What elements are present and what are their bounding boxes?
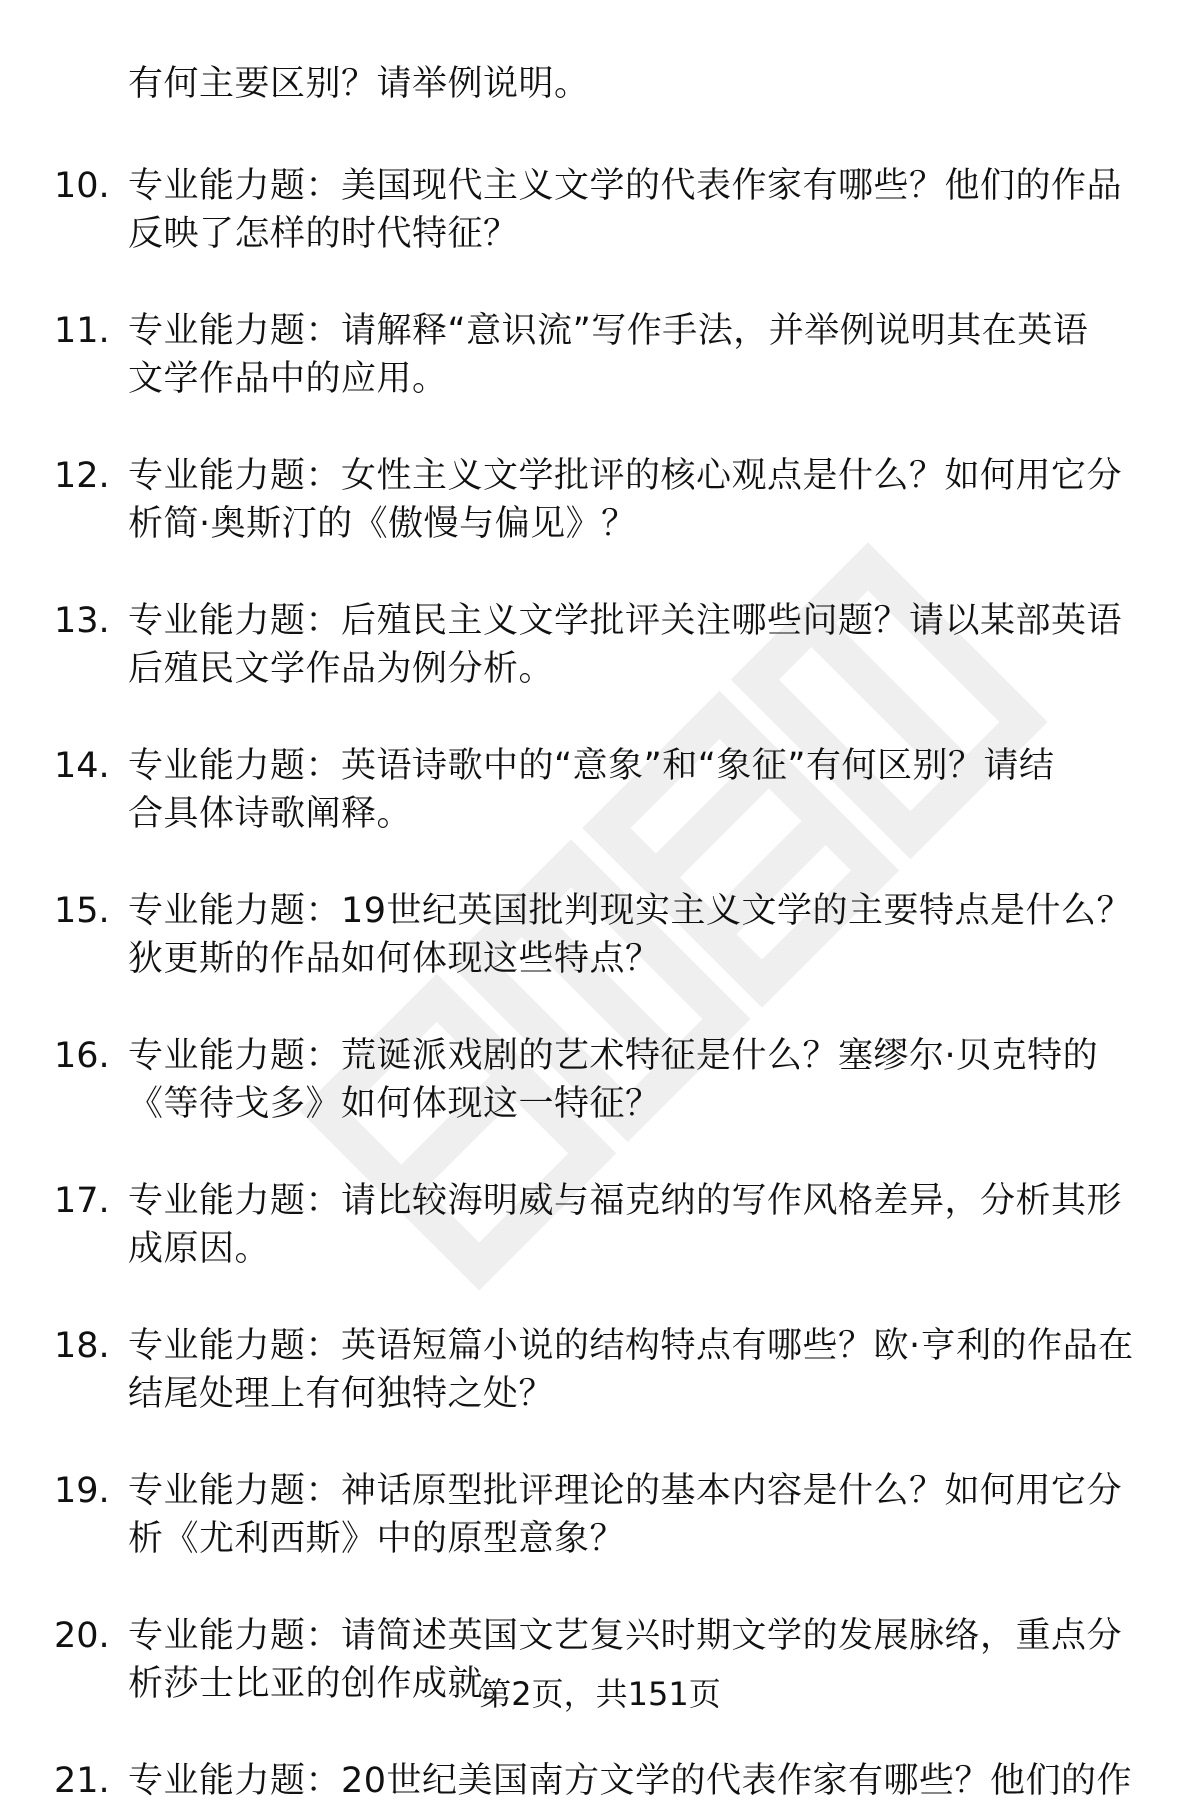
question-text-line: 专业能力题：女性主义文学批评的核心观点是什么？如何用它分 — [128, 456, 1123, 496]
continuation-line: 有何主要区别？请举例说明。 — [128, 64, 590, 104]
question-number: 18. — [54, 1326, 110, 1366]
question-text-line: 反映了怎样的时代特征？ — [128, 214, 519, 254]
question-number: 19. — [54, 1471, 110, 1511]
question-item — [0, 162, 1200, 258]
question-item — [0, 1177, 1200, 1273]
question-text-line: 专业能力题：英语短篇小说的结构特点有哪些？欧·亨利的作品在 — [128, 1326, 1134, 1366]
question-text-line: 专业能力题：请比较海明威与福克纳的写作风格差异，分析其形 — [128, 1181, 1123, 1221]
question-item — [0, 1757, 1200, 1805]
question-item — [0, 307, 1200, 403]
question-text-line: 专业能力题：19世纪英国批判现实主义文学的主要特点是什么？ — [128, 891, 1133, 931]
question-text-line: 析莎士比亚的创作成就。 — [128, 1664, 519, 1704]
question-text-line: 专业能力题：神话原型批评理论的基本内容是什么？如何用它分 — [128, 1471, 1123, 1511]
question-text-line: 专业能力题：后殖民主义文学批评关注哪些问题？请以某部英语 — [128, 601, 1123, 641]
question-number: 13. — [54, 601, 110, 641]
question-number: 16. — [54, 1036, 110, 1076]
page-number-footer: 第2页，共151页 — [479, 1675, 721, 1713]
question-item — [0, 1467, 1200, 1563]
question-item — [0, 1032, 1200, 1128]
question-item — [0, 452, 1200, 548]
question-text-line: 成原因。 — [128, 1229, 271, 1269]
question-text-line: 狄更斯的作品如何体现这些特点？ — [128, 939, 661, 979]
question-text-line: 文学作品中的应用。 — [128, 359, 448, 399]
question-text-line: 合具体诗歌阐释。 — [128, 794, 413, 834]
question-text-line: 析简·奥斯汀的《傲慢与偏见》？ — [128, 504, 637, 544]
question-number: 12. — [54, 456, 110, 496]
question-text-line: 专业能力题：英语诗歌中的“意象”和“象征”有何区别？请结 — [128, 746, 1055, 786]
question-number: 20. — [54, 1616, 110, 1656]
question-text-line: 专业能力题：请简述英国文艺复兴时期文学的发展脉络，重点分 — [128, 1616, 1123, 1656]
question-item — [0, 742, 1200, 838]
question-list — [0, 60, 1200, 1805]
question-text-line: 结尾处理上有何独特之处？ — [128, 1374, 555, 1414]
question-text-line: 专业能力题：20世纪美国南方文学的代表作家有哪些？他们的作 — [128, 1761, 1133, 1801]
question-number: 10. — [54, 166, 110, 206]
question-item — [0, 597, 1200, 693]
question-text-line: 专业能力题：美国现代主义文学的代表作家有哪些？他们的作品 — [128, 166, 1123, 206]
question-text-line: 《等待戈多》如何体现这一特征？ — [128, 1084, 661, 1124]
question-number: 11. — [54, 311, 110, 351]
question-number: 15. — [54, 891, 110, 931]
question-text-line: 析《尤利西斯》中的原型意象？ — [128, 1519, 626, 1559]
question-text-line: 专业能力题：请解释“意识流”写作手法，并举例说明其在英语 — [128, 311, 1089, 351]
question-item — [0, 887, 1200, 983]
question-number: 21. — [54, 1761, 110, 1801]
question-text-line: 后殖民文学作品为例分析。 — [128, 649, 555, 689]
question-text-line: 专业能力题：荒诞派戏剧的艺术特征是什么？塞缪尔·贝克特的 — [128, 1036, 1099, 1076]
question-item — [0, 1322, 1200, 1418]
question-number: 17. — [54, 1181, 110, 1221]
question-number: 14. — [54, 746, 110, 786]
